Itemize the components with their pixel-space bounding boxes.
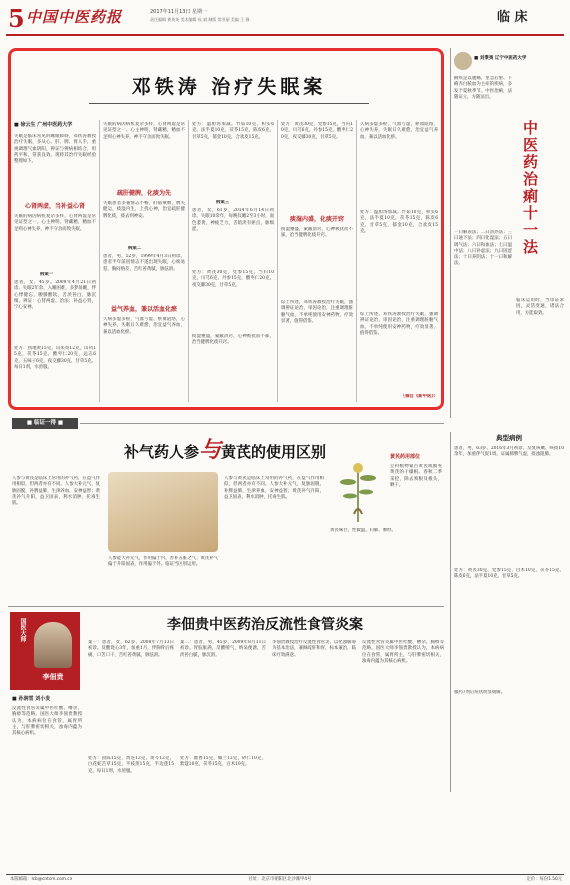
- typical-case-body: 患者，男，63岁。2016年3月初诊。反复咳嗽、咳痰10余年，加重伴气促1周。证属肺脾气虚，痰浊阻肺。: [454, 446, 564, 458]
- sidebar-methods: 一曰解表法；二曰清热法；三曰通下法；四曰化湿法；五曰调气法；六曰和血法；七曰温中法；八曰补虚法；九曰固涩法；十曰养阴法；十一曰和解法。: [454, 230, 512, 267]
- section-heading-1: 心肾两虚，当补益心肾: [24, 203, 85, 210]
- bottom-author: ■ 孙润雪 刘小发: [12, 696, 51, 702]
- typical-case-column[interactable]: [454, 432, 564, 792]
- herb-body-col2: 人参能大补元气，作用偏于内，善补五脏之气；黄芪补气偏于升阳固表，作用偏于外。临证当区别运用。: [108, 556, 218, 568]
- section-body-2: 失眠患者多兼情志不畅，肝郁乘脾，脾失健运，痰湿内生，上扰心神，治宜疏肝健脾化痰，痰去则神安。: [103, 201, 185, 219]
- editors-line: 责任编辑 黄英英 美术编辑 侯 斌 制版 常亚丽 美编 王 静: [150, 17, 250, 22]
- portrait-photo: [34, 622, 72, 668]
- sidebar-title: 中医药治痢十一法: [521, 120, 539, 256]
- feature-conclusion: 综上所述，邓铁涛教授治疗失眠，强调辨证论治，审因论治，注重调理脏腑气血，不单纯使用安神药物，疗效显著，值得借鉴。: [281, 300, 353, 324]
- section-banner: ■ 临证一得 ■: [12, 418, 78, 429]
- section-body-1: 失眠的病因病机复杂多样，心肾两虚是常见证型之一。心主神明，肾藏精，精血不足则心神失养，神不守舍而致失眠。: [14, 214, 96, 232]
- section-heading-3: 益气养血，兼以活血化瘀: [110, 306, 177, 313]
- bottom-col4: 李佃贵教授治疗反流性食管炎，以化浊解毒为基本治法，兼顾疏肝和胃，标本兼治，临床疗效满意。: [272, 640, 356, 658]
- portrait-caption: 国医大师: [19, 618, 26, 642]
- feature-signoff: （摘自《新中医》）: [400, 394, 438, 399]
- bottom-title: 李佃贵中医药治反流性食管炎案: [167, 617, 363, 633]
- herb-title-pre: 补气药人参: [123, 443, 199, 461]
- feature-col-divider-1: [99, 120, 100, 402]
- case1-label: 病案一: [40, 272, 54, 277]
- feature-author: ■ 徐云生 广州中医药大学: [14, 122, 73, 128]
- banner-rule: [80, 423, 444, 424]
- feature-col-divider-4: [356, 120, 357, 402]
- typical-case-rx: 处方：黄芪30克，党参15克，白术10克，茯苓15克，陈皮6克，法半夏10克，甘草5克。: [454, 568, 564, 580]
- sidebar-body-2: 临床运用时，当审证求因，灵活变通，诸法合用，方能取效。: [516, 298, 564, 316]
- case3-prescription: 处方：黄芪30克，党参15克，当归10克，川芎6克，丹参15克，酸枣仁20克，夜交藤30克，甘草5克。: [192, 270, 274, 288]
- feature-col5-end: 综上所述，邓铁涛教授治疗失眠，强调辨证论治，审因论治，注重调理脏腑气血，不单纯使用安神药物，疗效显著，值得借鉴。: [360, 312, 438, 336]
- herb-article[interactable]: [8, 432, 444, 602]
- herb-title-post: 黄芪的使用区别: [221, 443, 327, 461]
- bottom-top-rule: [8, 606, 444, 607]
- case2-label: 病案二: [128, 246, 142, 251]
- masthead: [0, 0, 570, 40]
- herb-title-big: 与: [198, 437, 221, 463]
- typical-case-title: 典型病例: [496, 434, 522, 442]
- section-body-3: 久病多虚多瘀，气血亏虚，瘀血阻络，心神失养，失眠日久难愈，治宜益气养血，兼以活血化瘀。: [103, 317, 185, 335]
- bottom-col3-case2: 案二：患者，男，45岁，2009年8月11日初诊。胃脘胀满，反酸嗳气，纳呆便溏，舌淡苔白腻，脉沉滑。: [180, 640, 266, 658]
- herb-caption: 豆科植物蒙古黄芪或膜荚黄芪的干燥根。春秋二季采挖，除去须根及根头，晒干。: [390, 464, 442, 488]
- feature-col5-body: 久病多虚多瘀，气血亏虚，瘀血阻络，心神失养，失眠日久难愈，治宜益气养血，兼以活血化瘀。: [360, 122, 438, 140]
- section-title: 临 床: [497, 10, 528, 25]
- herb-image-ginseng: [108, 472, 218, 552]
- footer-address: 社址：北京市朝阳区北沙滩甲4号: [248, 877, 312, 882]
- herb-body-col3: 人参与黄芪是临床上常用的补气药，在益气作用相似，但两者亦有不同。人参大补元气，复脉固脱，补脾益肺，生津养血，安神益智；黄芪补气升阳，益卫固表，利水消肿，托毒生肌。: [224, 476, 324, 500]
- feature-title-rule: [89, 103, 369, 104]
- bottom-col2-rx1: 处方：茵陈15克，黄连12克，黄芩12克，白花蛇舌草15克，半枝莲15克，半边莲15克，每日1剂，水煎服。: [88, 756, 174, 774]
- section-body-4: 痰湿壅盛，蒙蔽清窍，心神被扰而不寐，治当健脾化痰开窍。: [281, 227, 353, 239]
- case1-body: 患者，女，45岁。2009年4月21日初诊。失眠2年余，入睡困难，多梦易醒，伴心悸健忘，腰膝酸软，舌淡苔白，脉沉细。辨证：心肾两虚。治法：补益心肾，宁心安神。: [14, 280, 96, 311]
- footer-rule: [6, 874, 564, 875]
- huangqi-plant-image: [330, 452, 386, 522]
- herb-caption-2: 黄芪味甘，性微温。归肺、脾经。: [330, 528, 396, 533]
- bottom-col2-case1: 案一：患者，女，62岁，2008年7月13日初诊。反酸烧心3年，加重1月，伴胸骨后疼痛，口苦口干，舌红苔黄腻，脉弦滑。: [88, 640, 174, 658]
- portrait-name: 李佃贵: [42, 672, 64, 681]
- feature-title: 邓铁涛 治疗失眠案: [131, 76, 327, 98]
- case2-body: 患者，男，52岁，1999年4月3日初诊。患者半年前因情志不遂出现失眠，心烦易怒，胸闷纳差，舌红苔黄腻，脉弦滑。: [103, 254, 185, 272]
- feature-col-divider-2: [188, 120, 189, 402]
- section-body-2-lead: 失眠的病因病机复杂多样，心肾两虚是常见证型之一。心主神明，肾藏精，精血不足则心神失养，神不守舍而致失眠。: [103, 122, 185, 140]
- footer-price: 定价：每份1.50元: [526, 877, 562, 882]
- feature-col-divider-3: [277, 120, 278, 402]
- masthead-rule: [6, 34, 564, 36]
- herb-caption-head: 黄芪药用部位: [390, 454, 421, 460]
- bottom-col3-rx2: 处方：藿香15克，佩兰12克，砂仁10克，紫蔻10克，茯苓15克，白术10克。: [180, 756, 266, 768]
- plant-illustration-icon: [330, 452, 386, 522]
- issue-date: 2017年11月13日 星期一: [150, 9, 208, 15]
- paper-name: 中国中医药报: [26, 8, 123, 26]
- herb-body-col1: 人参与黄芪是临床上常用的补气药，在益气作用相似，但两者亦有不同。人参大补元气，复脉固脱，补脾益肺，生津养血，安神益智；黄芪补气升阳，益卫固表，利水消肿，托毒生肌。: [12, 476, 100, 507]
- case1-prescription: 处方：熟地黄15克，山茱萸12克，山药15克，茯苓15克，酸枣仁20克，远志6克，五味子6克，夜交藤30克，甘草5克。每日1剂，水煎服。: [14, 346, 96, 370]
- section-body-4-lead: 痰湿壅盛，蒙蔽清窍，心神被扰而不寐，治当健脾化痰开窍。: [192, 334, 274, 346]
- case3-label: 病案三: [216, 200, 230, 205]
- sidebar-body: 痢疾是以腹痛、里急后重、下痢赤白脓血为主症的疾病，多发于夏秋季节。中医治痢，法随证立，方随法出。: [454, 76, 512, 100]
- section-heading-2: 疏肝健脾，化痰为先: [116, 190, 171, 197]
- case2-prescription: 处方：温胆汤加减。竹茹10克，枳实6克，法半夏10克，茯苓15克，陈皮6克，甘草5克，郁金10克，合欢皮15克。: [192, 122, 274, 140]
- footer-email: 本版邮箱：lcb@cntcm.com.cn: [10, 877, 73, 882]
- portrait-panel: [10, 612, 80, 690]
- page-number: 5: [8, 4, 25, 33]
- sidebar-article[interactable]: [454, 48, 564, 420]
- case-col-divider: [450, 432, 451, 792]
- case3-continued: 处方：黄芪30克，党参15克，当归10克，川芎6克，丹参15克，酸枣仁20克，夜交藤30克，甘草5克。: [281, 122, 353, 140]
- feature-intro: 失眠是临床常见的睡眠障碍，邓铁涛教授治疗失眠，多从心、肝、脾、胃入手，重视调理气血阴阳，辨证与辨病相结合，用药平和，常获良效。现将其治疗失眠经验整理如下。: [14, 134, 96, 165]
- case3-body: 患者，女，61岁，2014年6月14日初诊。失眠10余年，每晚仅睡2至3小时，面色萎黄，神疲乏力，舌暗淡有瘀点，脉细涩。: [192, 208, 274, 232]
- section-heading-4: 痰湿内盛，化痰开窍: [289, 216, 344, 223]
- typical-case-result: 服药7剂后症状明显缓解。: [454, 690, 506, 695]
- sidebar-author: ■ 刘秉夷 辽宁中医药大学: [474, 56, 527, 61]
- feature-col5-rx: 处方：温胆汤加减。竹茹10克，枳实6克，法半夏10克，茯苓15克，陈皮6克，甘草5克，郁金10克，合欢皮15克。: [360, 210, 438, 234]
- sidebar-divider: [450, 48, 451, 418]
- bottom-col5: 反流性食管炎属中医吐酸、嘈杂、胸痹等范畴。国医大师李佃贵教授认为，本病病位在食管，属胃所主，与肝脾密切相关，浊毒内蕴为其核心病机。: [362, 640, 444, 664]
- sidebar-logo-mark: [454, 52, 472, 70]
- bottom-col1: 反流性食管炎属中医吐酸、嘈杂、胸痹等范畴。国医大师李佃贵教授认为，本病病位在食管，属胃所主，与肝脾密切相关，浊毒内蕴为其核心病机。: [12, 706, 82, 737]
